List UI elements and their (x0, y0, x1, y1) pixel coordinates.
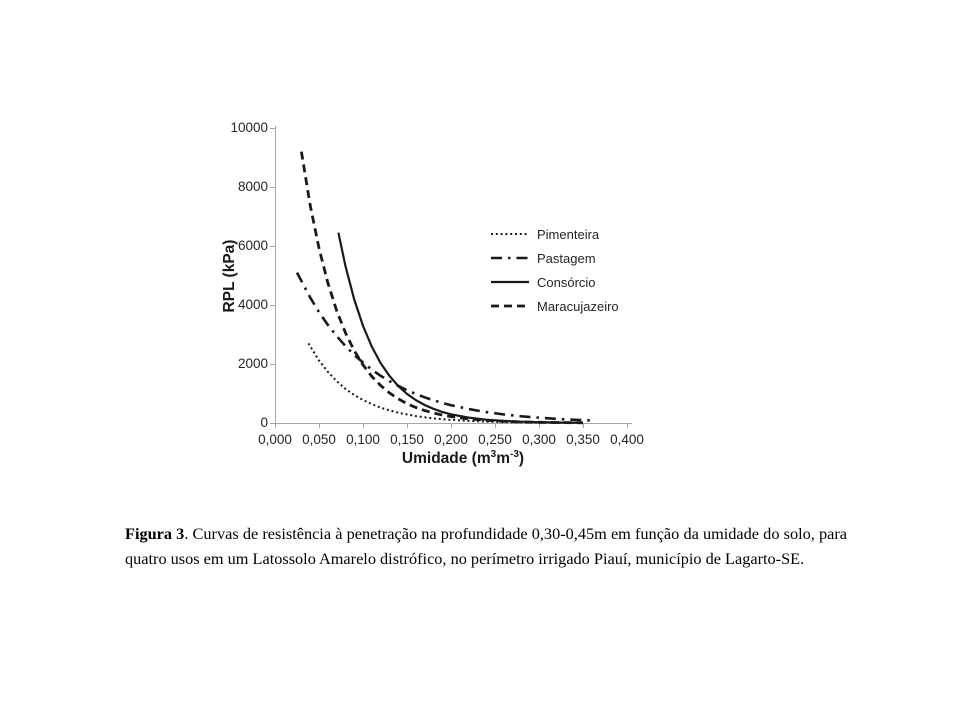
y-tick-label: 10000 (230, 120, 268, 135)
legend-line-sample (490, 302, 530, 310)
legend-line-sample (490, 254, 530, 262)
x-axis-title-sup: -3 (510, 448, 519, 460)
legend-line-sample (490, 230, 530, 238)
legend-item-maracujazeiro (490, 294, 619, 318)
x-axis-title-text: m (496, 450, 510, 467)
x-axis-title (343, 450, 583, 468)
x-axis-title-text: Umidade (m (401, 450, 491, 467)
x-tick-label: 0,150 (390, 432, 424, 447)
x-tick-label: 0,400 (610, 432, 644, 447)
y-tick-label: 0 (260, 415, 268, 430)
x-tick-label: 0,200 (434, 432, 468, 447)
legend-item-consrcio (490, 270, 619, 294)
legend-label: Pimenteira (537, 226, 600, 242)
figure-caption-text: . Curvas de resistência à penetração na profundidade 0,30-0,45m em função da umidade do solo, para quatro usos em um Latossolo Amarelo distrófico, no perímetro irrigado Piauí, município de Lagarto-SE. (125, 524, 847, 568)
x-tick-label: 0,050 (302, 432, 336, 447)
y-tick-label: 2000 (237, 356, 268, 371)
legend-label: Pastagem (537, 250, 596, 266)
x-tick-label: 0,350 (566, 432, 600, 447)
x-tick-label: 0,300 (522, 432, 556, 447)
x-axis-title-sup: 3 (490, 448, 497, 460)
y-tick-label: 4000 (237, 297, 268, 312)
legend-item-pastagem (490, 246, 619, 270)
y-tick-label: 6000 (237, 238, 268, 253)
legend-line-sample (490, 278, 530, 286)
x-axis-title-text: ) (518, 450, 525, 467)
x-tick-label: 0,000 (258, 432, 292, 447)
y-axis-title: RPL (kPa) (221, 239, 238, 313)
x-tick-label: 0,100 (346, 432, 380, 447)
y-tick-label: 8000 (237, 179, 268, 194)
figure-caption (125, 521, 847, 571)
legend-label: Maracujazeiro (537, 298, 619, 314)
chart-legend (490, 222, 619, 318)
figure-caption-label: Figura 3 (125, 524, 185, 543)
x-tick-label: 0,250 (478, 432, 512, 447)
legend-item-pimenteira (490, 222, 619, 246)
legend-label: Consórcio (537, 274, 596, 290)
